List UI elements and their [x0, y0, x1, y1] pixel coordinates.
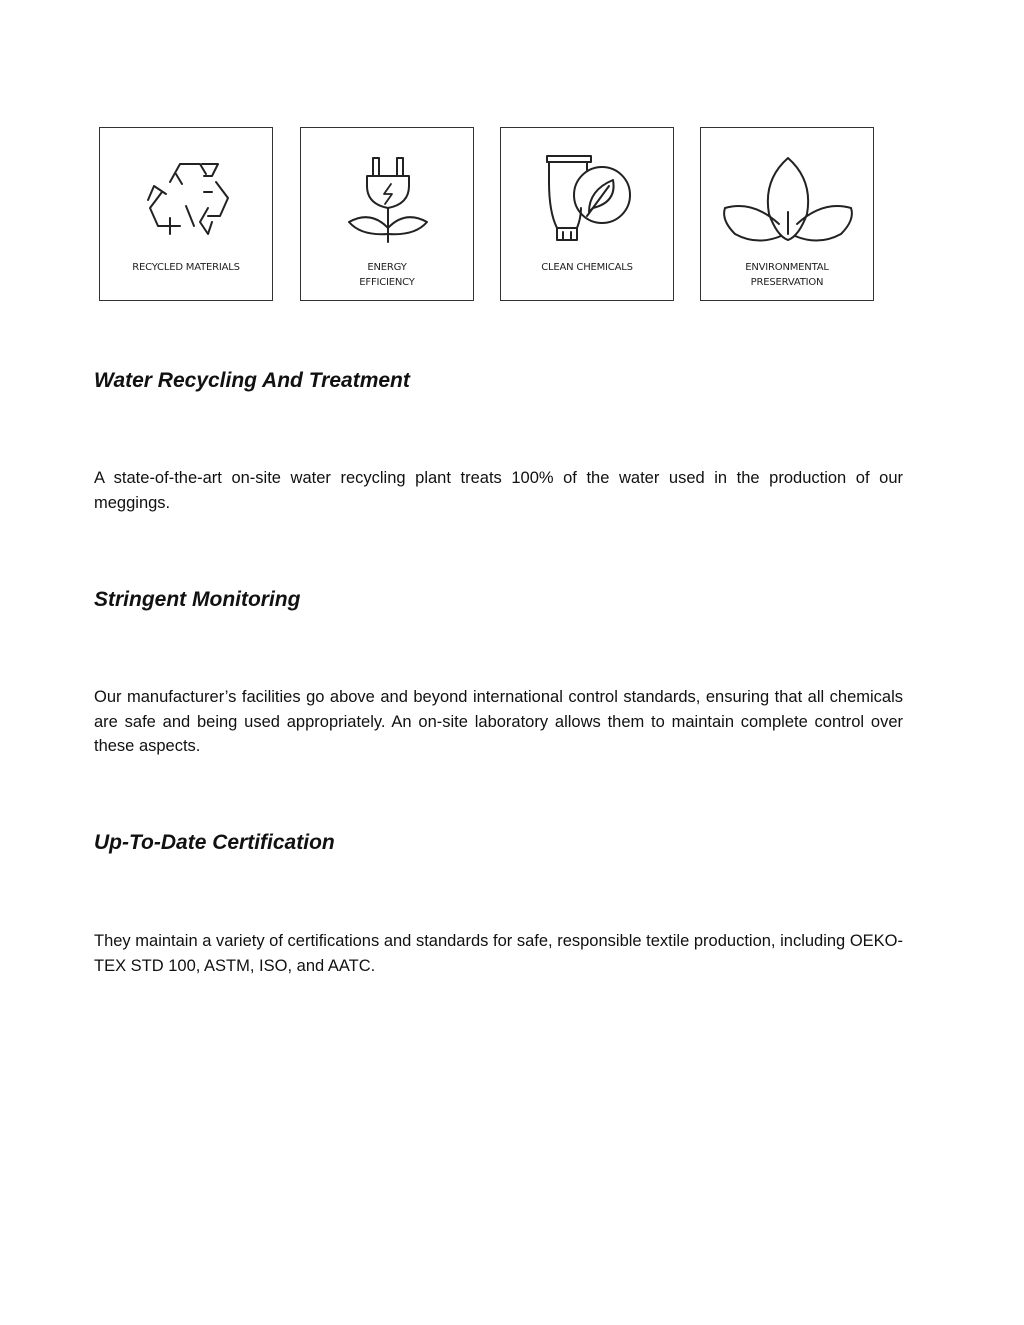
- tube-leaf-icon: [501, 142, 675, 252]
- section-body-water-recycling: A state-of-the-art on-site water recycling plant treats 100% of the water used in the production of our meggings.: [94, 469, 903, 512]
- three-leaves-icon: [701, 142, 875, 252]
- section-body-stringent-monitoring: Our manufacturer’s facilities go above and beyond international control standards, ensuring that all chemicals are safe and being used appropriately. An on-site laboratory allows them to maintain complete control over these aspects.: [94, 688, 903, 755]
- card-label: ENVIRONMENTAL PRESERVATION: [745, 262, 829, 288]
- recycle-icon: [100, 142, 274, 252]
- clean-chemicals-card: [500, 127, 674, 301]
- recycled-materials-card: [99, 127, 273, 301]
- section-heading-certification: Up-To-Date Certification: [94, 831, 335, 854]
- environmental-preservation-card: [700, 127, 874, 301]
- plug-leaves-icon: [301, 142, 475, 252]
- card-label: CLEAN CHEMICALS: [541, 262, 633, 273]
- section-heading-water-recycling: Water Recycling And Treatment: [94, 369, 410, 392]
- feature-icon-row: [99, 127, 877, 304]
- section-body-certification: They maintain a variety of certifications and standards for safe, responsible textile production, including OEKO-TEX STD 100, ASTM, ISO, and AATC.: [94, 932, 903, 975]
- energy-efficiency-card: [300, 127, 474, 301]
- section-heading-stringent-monitoring: Stringent Monitoring: [94, 588, 301, 611]
- card-label: ENERGY EFFICIENCY: [359, 262, 415, 288]
- card-label: RECYCLED MATERIALS: [132, 262, 240, 273]
